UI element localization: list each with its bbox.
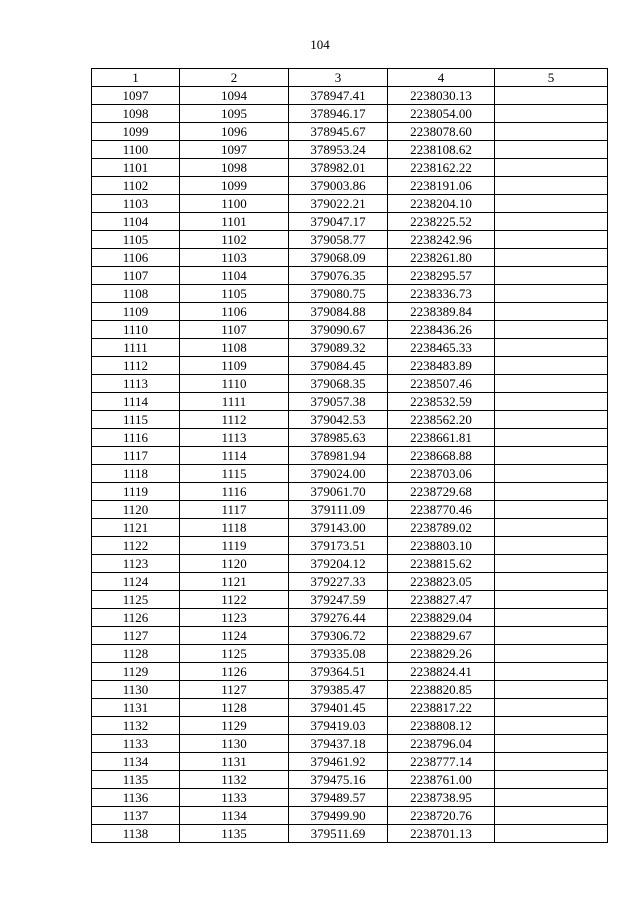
table-row xyxy=(92,789,608,807)
y-coordinate-cell: 2238436.26 xyxy=(388,321,495,339)
y-coordinate-cell: 2238827.47 xyxy=(388,591,495,609)
y-coordinate-cell: 2238829.67 xyxy=(388,627,495,645)
y-coordinate-cell: 2238078.60 xyxy=(388,123,495,141)
y-coordinate-cell: 2238162.22 xyxy=(388,159,495,177)
x-coordinate-cell: 378945.67 xyxy=(289,123,388,141)
old-point-number-cell: 1104 xyxy=(180,267,289,285)
point-number-cell: 1111 xyxy=(92,339,180,357)
point-number-cell: 1098 xyxy=(92,105,180,123)
table-row xyxy=(92,411,608,429)
old-point-number-cell: 1108 xyxy=(180,339,289,357)
y-coordinate-cell: 2238261.80 xyxy=(388,249,495,267)
old-point-number-cell: 1110 xyxy=(180,375,289,393)
old-point-number-cell: 1095 xyxy=(180,105,289,123)
point-number-cell: 1097 xyxy=(92,87,180,105)
x-coordinate-cell: 379419.03 xyxy=(289,717,388,735)
table-row xyxy=(92,249,608,267)
x-coordinate-cell: 379047.17 xyxy=(289,213,388,231)
y-coordinate-cell: 2238796.04 xyxy=(388,735,495,753)
old-point-number-cell: 1122 xyxy=(180,591,289,609)
note-cell xyxy=(495,159,608,177)
y-coordinate-cell: 2238191.06 xyxy=(388,177,495,195)
note-cell xyxy=(495,807,608,825)
old-point-number-cell: 1101 xyxy=(180,213,289,231)
point-number-cell: 1136 xyxy=(92,789,180,807)
table-row xyxy=(92,177,608,195)
point-number-cell: 1115 xyxy=(92,411,180,429)
column-header-3: 3 xyxy=(289,69,388,87)
x-coordinate-cell: 379003.86 xyxy=(289,177,388,195)
point-number-cell: 1126 xyxy=(92,609,180,627)
table-row xyxy=(92,159,608,177)
table-row xyxy=(92,105,608,123)
table-row xyxy=(92,285,608,303)
x-coordinate-cell: 379111.09 xyxy=(289,501,388,519)
y-coordinate-cell: 2238701.13 xyxy=(388,825,495,843)
point-number-cell: 1132 xyxy=(92,717,180,735)
point-number-cell: 1127 xyxy=(92,627,180,645)
old-point-number-cell: 1113 xyxy=(180,429,289,447)
note-cell xyxy=(495,249,608,267)
y-coordinate-cell: 2238108.62 xyxy=(388,141,495,159)
x-coordinate-cell: 379437.18 xyxy=(289,735,388,753)
note-cell xyxy=(495,537,608,555)
x-coordinate-cell: 378947.41 xyxy=(289,87,388,105)
x-coordinate-cell: 379385.47 xyxy=(289,681,388,699)
x-coordinate-cell: 379204.12 xyxy=(289,555,388,573)
note-cell xyxy=(495,465,608,483)
y-coordinate-cell: 2238703.06 xyxy=(388,465,495,483)
note-cell xyxy=(495,141,608,159)
x-coordinate-cell: 378946.17 xyxy=(289,105,388,123)
point-number-cell: 1137 xyxy=(92,807,180,825)
table-row xyxy=(92,321,608,339)
table-row xyxy=(92,483,608,501)
old-point-number-cell: 1124 xyxy=(180,627,289,645)
x-coordinate-cell: 379022.21 xyxy=(289,195,388,213)
note-cell xyxy=(495,483,608,501)
note-cell xyxy=(495,87,608,105)
note-cell xyxy=(495,681,608,699)
y-coordinate-cell: 2238225.52 xyxy=(388,213,495,231)
x-coordinate-cell: 378985.63 xyxy=(289,429,388,447)
column-header-4: 4 xyxy=(388,69,495,87)
table-row xyxy=(92,339,608,357)
note-cell xyxy=(495,663,608,681)
point-number-cell: 1109 xyxy=(92,303,180,321)
y-coordinate-cell: 2238824.41 xyxy=(388,663,495,681)
old-point-number-cell: 1128 xyxy=(180,699,289,717)
y-coordinate-cell: 2238829.26 xyxy=(388,645,495,663)
table-row xyxy=(92,357,608,375)
x-coordinate-cell: 379068.09 xyxy=(289,249,388,267)
note-cell xyxy=(495,231,608,249)
y-coordinate-cell: 2238465.33 xyxy=(388,339,495,357)
table-row xyxy=(92,393,608,411)
x-coordinate-cell: 378982.01 xyxy=(289,159,388,177)
table-row xyxy=(92,213,608,231)
point-number-cell: 1138 xyxy=(92,825,180,843)
x-coordinate-cell: 379068.35 xyxy=(289,375,388,393)
old-point-number-cell: 1098 xyxy=(180,159,289,177)
point-number-cell: 1103 xyxy=(92,195,180,213)
table-row xyxy=(92,87,608,105)
old-point-number-cell: 1119 xyxy=(180,537,289,555)
y-coordinate-cell: 2238770.46 xyxy=(388,501,495,519)
old-point-number-cell: 1100 xyxy=(180,195,289,213)
old-point-number-cell: 1111 xyxy=(180,393,289,411)
note-cell xyxy=(495,123,608,141)
note-cell xyxy=(495,321,608,339)
point-number-cell: 1116 xyxy=(92,429,180,447)
x-coordinate-cell: 378953.24 xyxy=(289,141,388,159)
table-row xyxy=(92,591,608,609)
y-coordinate-cell: 2238661.81 xyxy=(388,429,495,447)
table-row xyxy=(92,771,608,789)
note-cell xyxy=(495,699,608,717)
x-coordinate-cell: 379461.92 xyxy=(289,753,388,771)
note-cell xyxy=(495,717,608,735)
column-header-1: 1 xyxy=(92,69,180,87)
table-row xyxy=(92,465,608,483)
table-header-row xyxy=(92,69,608,87)
old-point-number-cell: 1127 xyxy=(180,681,289,699)
table-row xyxy=(92,537,608,555)
point-number-cell: 1112 xyxy=(92,357,180,375)
coordinates-table xyxy=(91,68,608,843)
old-point-number-cell: 1107 xyxy=(180,321,289,339)
x-coordinate-cell: 378981.94 xyxy=(289,447,388,465)
point-number-cell: 1105 xyxy=(92,231,180,249)
old-point-number-cell: 1102 xyxy=(180,231,289,249)
table-row xyxy=(92,735,608,753)
old-point-number-cell: 1109 xyxy=(180,357,289,375)
table-row xyxy=(92,717,608,735)
note-cell xyxy=(495,357,608,375)
old-point-number-cell: 1125 xyxy=(180,645,289,663)
y-coordinate-cell: 2238815.62 xyxy=(388,555,495,573)
y-coordinate-cell: 2238668.88 xyxy=(388,447,495,465)
point-number-cell: 1099 xyxy=(92,123,180,141)
point-number-cell: 1113 xyxy=(92,375,180,393)
x-coordinate-cell: 379276.44 xyxy=(289,609,388,627)
point-number-cell: 1106 xyxy=(92,249,180,267)
point-number-cell: 1131 xyxy=(92,699,180,717)
old-point-number-cell: 1115 xyxy=(180,465,289,483)
old-point-number-cell: 1126 xyxy=(180,663,289,681)
x-coordinate-cell: 379024.00 xyxy=(289,465,388,483)
note-cell xyxy=(495,573,608,591)
table-row xyxy=(92,609,608,627)
table-row xyxy=(92,519,608,537)
note-cell xyxy=(495,591,608,609)
x-coordinate-cell: 379306.72 xyxy=(289,627,388,645)
old-point-number-cell: 1123 xyxy=(180,609,289,627)
old-point-number-cell: 1105 xyxy=(180,285,289,303)
table-row xyxy=(92,141,608,159)
point-number-cell: 1121 xyxy=(92,519,180,537)
y-coordinate-cell: 2238204.10 xyxy=(388,195,495,213)
table-row xyxy=(92,555,608,573)
note-cell xyxy=(495,339,608,357)
point-number-cell: 1117 xyxy=(92,447,180,465)
point-number-cell: 1128 xyxy=(92,645,180,663)
y-coordinate-cell: 2238507.46 xyxy=(388,375,495,393)
x-coordinate-cell: 379173.51 xyxy=(289,537,388,555)
note-cell xyxy=(495,375,608,393)
note-cell xyxy=(495,645,608,663)
old-point-number-cell: 1117 xyxy=(180,501,289,519)
old-point-number-cell: 1116 xyxy=(180,483,289,501)
table-row xyxy=(92,753,608,771)
note-cell xyxy=(495,195,608,213)
y-coordinate-cell: 2238817.22 xyxy=(388,699,495,717)
point-number-cell: 1107 xyxy=(92,267,180,285)
point-number-cell: 1102 xyxy=(92,177,180,195)
y-coordinate-cell: 2238738.95 xyxy=(388,789,495,807)
note-cell xyxy=(495,789,608,807)
note-cell xyxy=(495,303,608,321)
x-coordinate-cell: 379089.32 xyxy=(289,339,388,357)
note-cell xyxy=(495,393,608,411)
table-row xyxy=(92,231,608,249)
point-number-cell: 1135 xyxy=(92,771,180,789)
y-coordinate-cell: 2238242.96 xyxy=(388,231,495,249)
point-number-cell: 1123 xyxy=(92,555,180,573)
point-number-cell: 1124 xyxy=(92,573,180,591)
old-point-number-cell: 1132 xyxy=(180,771,289,789)
y-coordinate-cell: 2238483.89 xyxy=(388,357,495,375)
old-point-number-cell: 1103 xyxy=(180,249,289,267)
table-row xyxy=(92,807,608,825)
table-row xyxy=(92,681,608,699)
table-row xyxy=(92,303,608,321)
page-number: 104 xyxy=(310,37,330,52)
note-cell xyxy=(495,429,608,447)
x-coordinate-cell: 379247.59 xyxy=(289,591,388,609)
old-point-number-cell: 1120 xyxy=(180,555,289,573)
x-coordinate-cell: 379084.88 xyxy=(289,303,388,321)
table-row xyxy=(92,123,608,141)
point-number-cell: 1120 xyxy=(92,501,180,519)
old-point-number-cell: 1131 xyxy=(180,753,289,771)
y-coordinate-cell: 2238761.00 xyxy=(388,771,495,789)
column-header-5: 5 xyxy=(495,69,608,87)
table-row xyxy=(92,447,608,465)
point-number-cell: 1130 xyxy=(92,681,180,699)
old-point-number-cell: 1121 xyxy=(180,573,289,591)
old-point-number-cell: 1112 xyxy=(180,411,289,429)
x-coordinate-cell: 379227.33 xyxy=(289,573,388,591)
note-cell xyxy=(495,411,608,429)
note-cell xyxy=(495,735,608,753)
x-coordinate-cell: 379090.67 xyxy=(289,321,388,339)
old-point-number-cell: 1134 xyxy=(180,807,289,825)
x-coordinate-cell: 379511.69 xyxy=(289,825,388,843)
table-row xyxy=(92,195,608,213)
point-number-cell: 1110 xyxy=(92,321,180,339)
y-coordinate-cell: 2238389.84 xyxy=(388,303,495,321)
note-cell xyxy=(495,501,608,519)
old-point-number-cell: 1099 xyxy=(180,177,289,195)
x-coordinate-cell: 379364.51 xyxy=(289,663,388,681)
note-cell xyxy=(495,609,608,627)
y-coordinate-cell: 2238823.05 xyxy=(388,573,495,591)
x-coordinate-cell: 379401.45 xyxy=(289,699,388,717)
y-coordinate-cell: 2238803.10 xyxy=(388,537,495,555)
note-cell xyxy=(495,771,608,789)
x-coordinate-cell: 379084.45 xyxy=(289,357,388,375)
x-coordinate-cell: 379475.16 xyxy=(289,771,388,789)
y-coordinate-cell: 2238777.14 xyxy=(388,753,495,771)
note-cell xyxy=(495,105,608,123)
table-row xyxy=(92,645,608,663)
table-row xyxy=(92,627,608,645)
x-coordinate-cell: 379499.90 xyxy=(289,807,388,825)
y-coordinate-cell: 2238030.13 xyxy=(388,87,495,105)
x-coordinate-cell: 379080.75 xyxy=(289,285,388,303)
old-point-number-cell: 1094 xyxy=(180,87,289,105)
point-number-cell: 1129 xyxy=(92,663,180,681)
x-coordinate-cell: 379143.00 xyxy=(289,519,388,537)
point-number-cell: 1133 xyxy=(92,735,180,753)
old-point-number-cell: 1096 xyxy=(180,123,289,141)
table-body xyxy=(92,87,608,843)
y-coordinate-cell: 2238808.12 xyxy=(388,717,495,735)
point-number-cell: 1101 xyxy=(92,159,180,177)
y-coordinate-cell: 2238054.00 xyxy=(388,105,495,123)
y-coordinate-cell: 2238829.04 xyxy=(388,609,495,627)
table-row xyxy=(92,699,608,717)
old-point-number-cell: 1133 xyxy=(180,789,289,807)
x-coordinate-cell: 379058.77 xyxy=(289,231,388,249)
y-coordinate-cell: 2238789.02 xyxy=(388,519,495,537)
y-coordinate-cell: 2238295.57 xyxy=(388,267,495,285)
y-coordinate-cell: 2238562.20 xyxy=(388,411,495,429)
table-row xyxy=(92,825,608,843)
point-number-cell: 1114 xyxy=(92,393,180,411)
old-point-number-cell: 1097 xyxy=(180,141,289,159)
x-coordinate-cell: 379335.08 xyxy=(289,645,388,663)
note-cell xyxy=(495,753,608,771)
table-row xyxy=(92,573,608,591)
old-point-number-cell: 1129 xyxy=(180,717,289,735)
x-coordinate-cell: 379061.70 xyxy=(289,483,388,501)
point-number-cell: 1122 xyxy=(92,537,180,555)
table-row xyxy=(92,375,608,393)
note-cell xyxy=(495,519,608,537)
table-row xyxy=(92,663,608,681)
old-point-number-cell: 1118 xyxy=(180,519,289,537)
table-row xyxy=(92,501,608,519)
x-coordinate-cell: 379489.57 xyxy=(289,789,388,807)
note-cell xyxy=(495,627,608,645)
note-cell xyxy=(495,285,608,303)
note-cell xyxy=(495,447,608,465)
old-point-number-cell: 1135 xyxy=(180,825,289,843)
point-number-cell: 1104 xyxy=(92,213,180,231)
note-cell xyxy=(495,555,608,573)
point-number-cell: 1100 xyxy=(92,141,180,159)
y-coordinate-cell: 2238729.68 xyxy=(388,483,495,501)
y-coordinate-cell: 2238336.73 xyxy=(388,285,495,303)
column-header-2: 2 xyxy=(180,69,289,87)
point-number-cell: 1118 xyxy=(92,465,180,483)
note-cell xyxy=(495,213,608,231)
y-coordinate-cell: 2238820.85 xyxy=(388,681,495,699)
x-coordinate-cell: 379057.38 xyxy=(289,393,388,411)
note-cell xyxy=(495,825,608,843)
x-coordinate-cell: 379042.53 xyxy=(289,411,388,429)
point-number-cell: 1119 xyxy=(92,483,180,501)
point-number-cell: 1134 xyxy=(92,753,180,771)
point-number-cell: 1108 xyxy=(92,285,180,303)
old-point-number-cell: 1114 xyxy=(180,447,289,465)
table-row xyxy=(92,429,608,447)
x-coordinate-cell: 379076.35 xyxy=(289,267,388,285)
point-number-cell: 1125 xyxy=(92,591,180,609)
note-cell xyxy=(495,267,608,285)
table-row xyxy=(92,267,608,285)
old-point-number-cell: 1106 xyxy=(180,303,289,321)
note-cell xyxy=(495,177,608,195)
y-coordinate-cell: 2238532.59 xyxy=(388,393,495,411)
old-point-number-cell: 1130 xyxy=(180,735,289,753)
y-coordinate-cell: 2238720.76 xyxy=(388,807,495,825)
